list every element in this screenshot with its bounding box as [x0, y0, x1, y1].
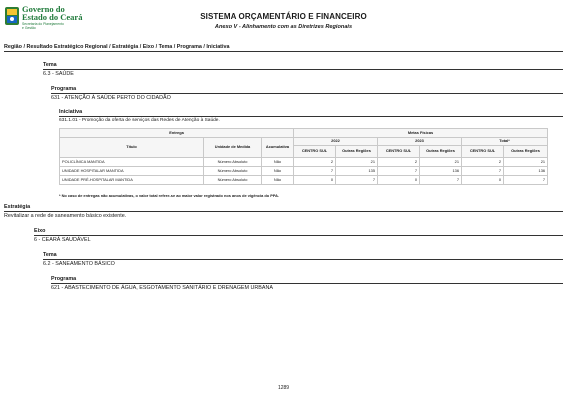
eixo-divider [34, 235, 563, 236]
cell-centro-sul-2022: 2 [294, 158, 336, 167]
cell-centro-sul-total: 7 [462, 167, 504, 176]
system-title: SISTEMA ORÇAMENTÁRIO E FINANCEIRO [200, 12, 367, 21]
programa2-divider [51, 283, 563, 284]
programa-label: Programa [51, 86, 77, 92]
report-subtitle: Anexo V - Alinhamento com as Diretrizes Regionais [214, 24, 353, 30]
sub-centro-sul-2022: CENTRO SUL [294, 146, 336, 158]
cell-titulo: POLICLÍNICA MANTIDA [60, 158, 204, 167]
cell-centro-sul-total: 2 [462, 158, 504, 167]
cell-centro-sul-total: 0 [462, 176, 504, 185]
cell-outras-total: 7 [504, 176, 548, 185]
table-footnote: * No caso de entregas não acumulativas, o valor total refere-se ao maior valor registrado nos anos de vigência do PPA. [59, 193, 280, 198]
programa2-label: Programa [51, 276, 77, 282]
tema-value: 6.3 - SAÚDE [43, 71, 74, 77]
year-2022: 2022 [294, 138, 378, 146]
cell-unidade: Número Absoluto [204, 167, 262, 176]
tema2-value: 6.2 - SANEAMENTO BÁSICO [43, 261, 115, 267]
programa2-value: 621 - ABASTECIMENTO DE ÁGUA, ESGOTAMENTO SANITÁRIO E DRENAGEM URBANA [51, 285, 273, 291]
estrategia-value: Revitalizar a rede de saneamento básico existente. [4, 213, 127, 219]
sub-centro-sul-2023: CENTRO SUL [378, 146, 420, 158]
metas-table [59, 128, 548, 185]
logo-tagline2: e Gestão [22, 26, 36, 30]
tema2-divider [43, 259, 563, 260]
cell-centro-sul-2023: 7 [378, 167, 420, 176]
cell-unidade: Número Absoluto [204, 158, 262, 167]
cell-centro-sul-2023: 0 [378, 176, 420, 185]
sub-centro-sul-total: CENTRO SUL [462, 146, 504, 158]
cell-outras-2023: 21 [420, 158, 462, 167]
iniciativa-value: 631.1.01 - Promoção da oferta de serviços das Redes de Atenção à Saúde. [59, 118, 220, 123]
group-entrega: Entrega [60, 129, 294, 138]
cell-titulo: UNIDADE PRÉ-HOSPITALAR MANTIDA [60, 176, 204, 185]
programa-divider [51, 93, 563, 94]
tema2-label: Tema [43, 252, 57, 258]
table-row [60, 167, 548, 176]
tema-divider [43, 69, 563, 70]
col-titulo: Título [60, 138, 204, 158]
eixo-value: 6 - CEARÁ SAUDÁVEL [34, 237, 91, 243]
cell-outras-total: 136 [504, 167, 548, 176]
eixo-label: Eixo [34, 228, 46, 234]
iniciativa-label: Iniciativa [59, 109, 83, 115]
page-number: 1289 [277, 385, 290, 391]
cell-outras-total: 21 [504, 158, 548, 167]
cell-outras-2022: 21 [336, 158, 378, 167]
cell-acumulativa: Não [262, 176, 294, 185]
year-total: Total* [462, 138, 548, 146]
cell-outras-2022: 7 [336, 176, 378, 185]
cell-unidade: Número Absoluto [204, 176, 262, 185]
logo-line1: Governo do [22, 4, 65, 14]
estrategia-label: Estratégia [4, 204, 31, 210]
cell-centro-sul-2023: 2 [378, 158, 420, 167]
table-row [60, 158, 548, 167]
header-divider [4, 51, 563, 52]
cell-titulo: UNIDADE HOSPITALAR MANTIDA [60, 167, 204, 176]
cell-centro-sul-2022: 0 [294, 176, 336, 185]
estrategia-divider [4, 211, 563, 212]
sub-outras-total: Outras Regiões [504, 146, 548, 158]
sub-outras-2022: Outras Regiões [336, 146, 378, 158]
programa-value: 631 - ATENÇÃO À SAÚDE PERTO DO CIDADÃO [51, 95, 171, 101]
logo-tagline1: Secretaria do Planejamento [22, 22, 64, 26]
tema-label: Tema [43, 62, 57, 68]
cell-acumulativa: Não [262, 167, 294, 176]
logo-line2: Estado do Ceará [22, 12, 83, 22]
iniciativa-divider [59, 116, 563, 117]
col-unidade: Unidade de Medida [204, 138, 262, 158]
year-2023: 2023 [378, 138, 462, 146]
cell-outras-2022: 135 [336, 167, 378, 176]
group-metas-fisicas: Metas Físicas [294, 129, 548, 138]
sub-outras-2023: Outras Regiões [420, 146, 462, 158]
cell-outras-2023: 7 [420, 176, 462, 185]
table-row [60, 176, 548, 185]
cell-centro-sul-2022: 7 [294, 167, 336, 176]
col-acumulativa: Acumulativa [262, 138, 294, 158]
cell-acumulativa: Não [262, 158, 294, 167]
breadcrumb: Região / Resultado Estratégico Regional / Estratégia / Eixo / Tema / Programa / Iniciativa [4, 44, 230, 50]
cell-outras-2023: 136 [420, 167, 462, 176]
